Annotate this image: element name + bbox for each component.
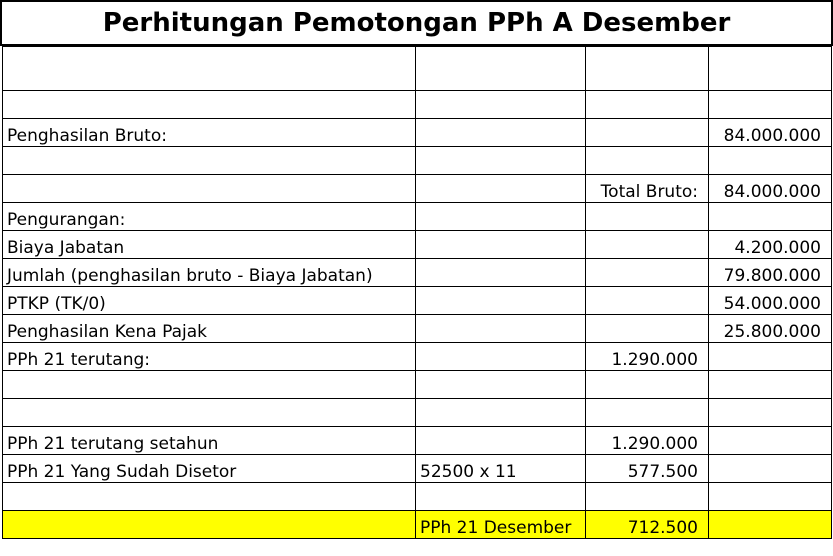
cell[interactable]: 1.290.000 [586, 427, 709, 455]
cell[interactable] [709, 343, 832, 371]
cell[interactable]: PPh 21 Desember [416, 511, 586, 539]
cell[interactable] [586, 119, 709, 147]
cell[interactable] [416, 399, 586, 427]
cell[interactable] [586, 47, 709, 91]
cell[interactable]: 577.500 [586, 455, 709, 483]
table-row [3, 483, 832, 511]
cell[interactable] [416, 259, 586, 287]
cell[interactable] [586, 315, 709, 343]
cell[interactable] [416, 343, 586, 371]
cell[interactable] [416, 231, 586, 259]
cell[interactable] [3, 399, 416, 427]
cell[interactable] [586, 399, 709, 427]
cell[interactable]: PPh 21 terutang setahun [3, 427, 416, 455]
cell[interactable] [709, 455, 832, 483]
cell[interactable]: 4.200.000 [709, 231, 832, 259]
cell[interactable] [709, 371, 832, 399]
table-row [3, 287, 832, 315]
cell[interactable] [709, 483, 832, 511]
table-row [3, 315, 832, 343]
cell[interactable] [586, 91, 709, 119]
cell[interactable]: PPh 21 terutang: [3, 343, 416, 371]
cell[interactable] [3, 483, 416, 511]
cell[interactable] [416, 175, 586, 203]
cell[interactable] [416, 427, 586, 455]
cell[interactable] [416, 315, 586, 343]
table-row [3, 427, 832, 455]
cell[interactable] [416, 287, 586, 315]
sheet-title: Perhitungan Pemotongan PPh A Desember [0, 0, 833, 46]
cell[interactable] [3, 371, 416, 399]
cell[interactable] [586, 259, 709, 287]
cell[interactable]: 25.800.000 [709, 315, 832, 343]
cell[interactable]: Penghasilan Kena Pajak [3, 315, 416, 343]
cell[interactable]: 52500 x 11 [416, 455, 586, 483]
cell[interactable]: Pengurangan: [3, 203, 416, 231]
table-row [3, 91, 832, 119]
cell[interactable]: Jumlah (penghasilan bruto - Biaya Jabatan) [3, 259, 416, 287]
cell[interactable]: 79.800.000 [709, 259, 832, 287]
cell[interactable] [586, 147, 709, 175]
table-row [3, 203, 832, 231]
cell[interactable] [709, 91, 832, 119]
table-row [3, 47, 832, 91]
table-row [3, 399, 832, 427]
cell[interactable] [3, 91, 416, 119]
cell[interactable] [586, 203, 709, 231]
table-row [3, 119, 832, 147]
table-row [3, 231, 832, 259]
table-row [3, 343, 832, 371]
cell[interactable] [416, 483, 586, 511]
cell[interactable] [586, 287, 709, 315]
cell[interactable]: PTKP (TK/0) [3, 287, 416, 315]
table-row [3, 259, 832, 287]
table-row [3, 455, 832, 483]
cell[interactable]: Biaya Jabatan [3, 231, 416, 259]
table-row [3, 175, 832, 203]
calculation-table [2, 46, 832, 539]
cell[interactable] [709, 203, 832, 231]
cell[interactable]: 1.290.000 [586, 343, 709, 371]
cell[interactable] [416, 203, 586, 231]
cell[interactable] [709, 427, 832, 455]
highlight-row [3, 511, 832, 539]
cell[interactable]: PPh 21 Yang Sudah Disetor [3, 455, 416, 483]
cell[interactable] [416, 147, 586, 175]
cell[interactable]: 54.000.000 [709, 287, 832, 315]
cell[interactable]: Penghasilan Bruto: [3, 119, 416, 147]
cell[interactable] [416, 371, 586, 399]
cell[interactable] [586, 231, 709, 259]
cell[interactable] [3, 175, 416, 203]
cell[interactable] [3, 511, 416, 539]
cell[interactable] [709, 511, 832, 539]
cell[interactable] [416, 119, 586, 147]
cell[interactable] [3, 47, 416, 91]
cell[interactable] [416, 91, 586, 119]
cell[interactable]: 712.500 [586, 511, 709, 539]
cell[interactable]: 84.000.000 [709, 175, 832, 203]
table-row [3, 147, 832, 175]
cell[interactable] [3, 147, 416, 175]
cell[interactable]: 84.000.000 [709, 119, 832, 147]
table-row [3, 371, 832, 399]
cell[interactable] [709, 47, 832, 91]
cell[interactable] [709, 399, 832, 427]
cell[interactable]: Total Bruto: [586, 175, 709, 203]
cell[interactable] [586, 483, 709, 511]
cell[interactable] [586, 371, 709, 399]
cell[interactable] [709, 147, 832, 175]
cell[interactable] [416, 47, 586, 91]
